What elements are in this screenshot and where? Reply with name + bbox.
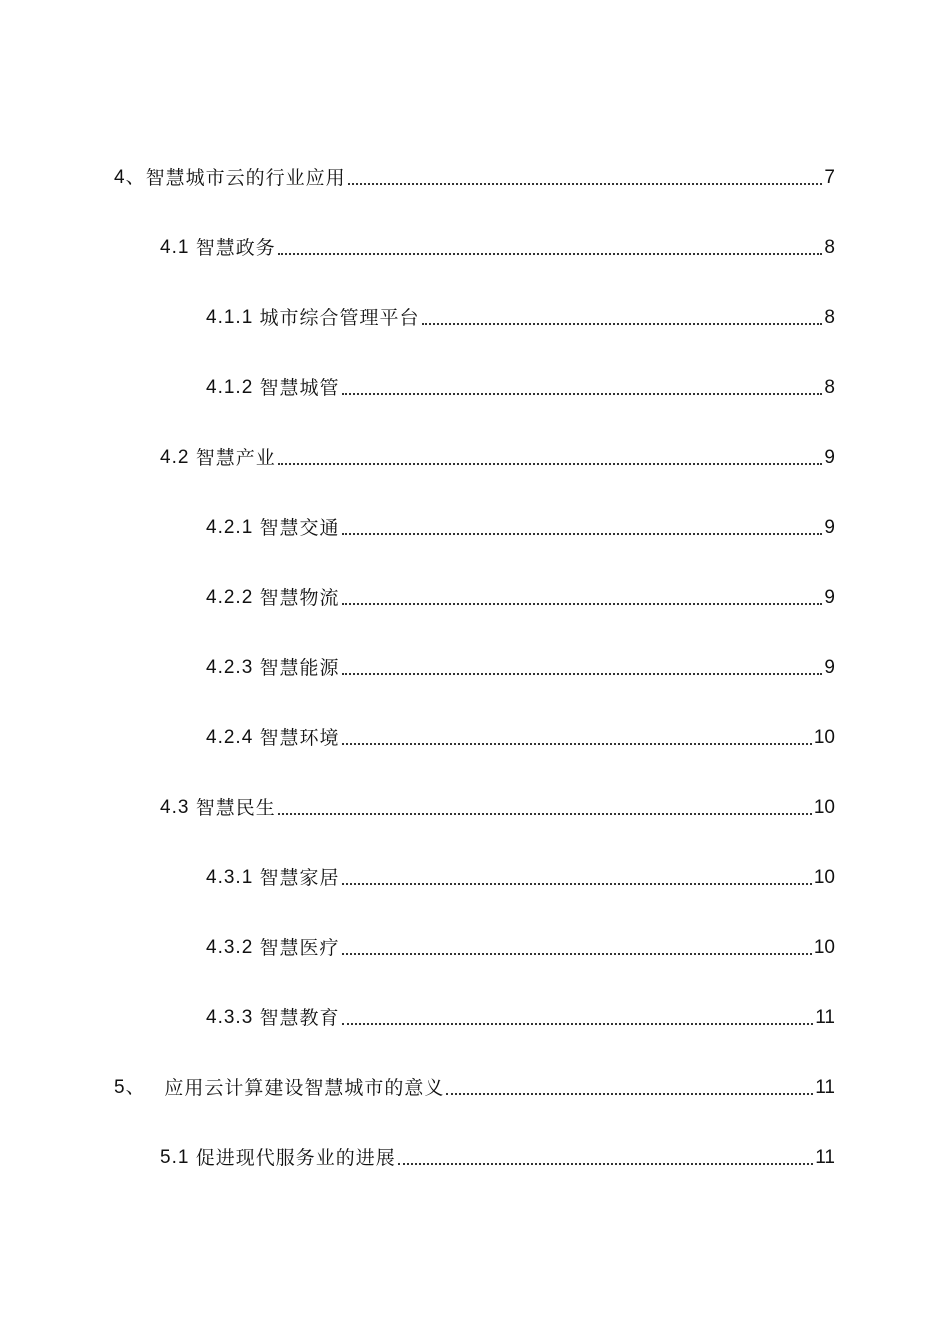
toc-dot-leader: [446, 1093, 813, 1095]
toc-entry-number: 4.1.1: [206, 307, 260, 328]
toc-entry-page: 11: [815, 1147, 835, 1168]
toc-entry-number: 4.3.3: [206, 1007, 260, 1028]
toc-entry[interactable]: [114, 160, 835, 190]
toc-entry[interactable]: [206, 300, 835, 330]
toc-dot-leader: [342, 883, 812, 885]
toc-entry[interactable]: [206, 930, 835, 960]
toc-entry-number: 4.2.3: [206, 657, 260, 678]
toc-entry-page: 10: [813, 727, 835, 748]
toc-dot-leader: [342, 1023, 814, 1025]
toc-entry-number: 5.1: [160, 1147, 196, 1168]
toc-entry[interactable]: [206, 370, 835, 400]
toc-dot-leader: [398, 1163, 814, 1165]
toc-entry-number: 4.2.2: [206, 587, 260, 608]
toc-entry-title: 城市综合管理平台: [259, 307, 420, 329]
toc-dot-leader: [342, 603, 823, 605]
toc-entry-page: 8: [824, 377, 835, 398]
toc-dot-leader: [342, 743, 812, 745]
toc-dot-leader: [342, 393, 823, 395]
toc-entry-page: 8: [824, 237, 835, 258]
toc-entry[interactable]: [206, 1000, 835, 1030]
toc-entry-number: 4.3: [160, 797, 196, 818]
toc-entry-number: 4.3.2: [206, 937, 260, 958]
toc-entry-title: 智慧家居: [259, 867, 340, 889]
toc-entry-title: 智慧产业: [195, 447, 276, 469]
toc-entry-page: 9: [824, 657, 835, 678]
toc-entry[interactable]: [206, 580, 835, 610]
toc-entry-title: 智慧城市云的行业应用: [145, 167, 346, 189]
toc-entry[interactable]: [160, 1140, 835, 1170]
toc-entry-number: 4.1.2: [206, 377, 260, 398]
toc-entry[interactable]: [206, 860, 835, 890]
toc-dot-leader: [278, 813, 812, 815]
toc-entry-number: 4.2: [160, 447, 196, 468]
toc-entry[interactable]: [160, 230, 835, 260]
toc-entry-page: 9: [824, 517, 835, 538]
toc-entry-page: 8: [824, 307, 835, 328]
toc-entry-page: 11: [815, 1007, 835, 1028]
toc-entry-title: 智慧交通: [259, 517, 340, 539]
toc-dot-leader: [342, 953, 812, 955]
toc-entry[interactable]: [114, 1070, 835, 1100]
toc-entry-title: 智慧城管: [259, 377, 340, 399]
toc-dot-leader: [348, 183, 823, 185]
toc-entry[interactable]: [206, 650, 835, 680]
toc-entry-title: 智慧民生: [195, 797, 276, 819]
toc-entry[interactable]: [160, 440, 835, 470]
toc-entry-page: 10: [813, 937, 835, 958]
toc-entry-title: 智慧环境: [259, 727, 340, 749]
toc-entry-page: 7: [824, 167, 835, 188]
toc-entry-number: 4.1: [160, 237, 196, 258]
toc-entry-number: 4.3.1: [206, 867, 260, 888]
toc-dot-leader: [342, 533, 823, 535]
toc-entry[interactable]: [206, 510, 835, 540]
toc-dot-leader: [342, 673, 823, 675]
toc-entry[interactable]: [206, 720, 835, 750]
toc-entry-number: 4.2.4: [206, 727, 260, 748]
toc-dot-leader: [278, 253, 823, 255]
toc-entry-title: 智慧政务: [195, 237, 276, 259]
toc-entry-page: 9: [824, 587, 835, 608]
toc-entry[interactable]: [160, 790, 835, 820]
toc-entry-page: 10: [813, 867, 835, 888]
toc-entry-title: 应用云计算建设智慧城市的意义: [164, 1077, 445, 1099]
toc-entry-page: 11: [815, 1077, 835, 1098]
toc-dot-leader: [278, 463, 823, 465]
toc-entry-number: 4、: [114, 167, 146, 188]
toc-entry-number: 5、: [114, 1077, 165, 1098]
toc-dot-leader: [422, 323, 823, 325]
toc-entry-title: 智慧物流: [259, 587, 340, 609]
toc-entry-page: 9: [824, 447, 835, 468]
toc-entry-page: 10: [813, 797, 835, 818]
toc-entry-number: 4.2.1: [206, 517, 260, 538]
toc-entry-title: 智慧教育: [259, 1007, 340, 1029]
toc-entry-title: 智慧医疗: [259, 937, 340, 959]
toc-entry-title: 智慧能源: [259, 657, 340, 679]
toc-entry-title: 促进现代服务业的进展: [195, 1147, 396, 1169]
